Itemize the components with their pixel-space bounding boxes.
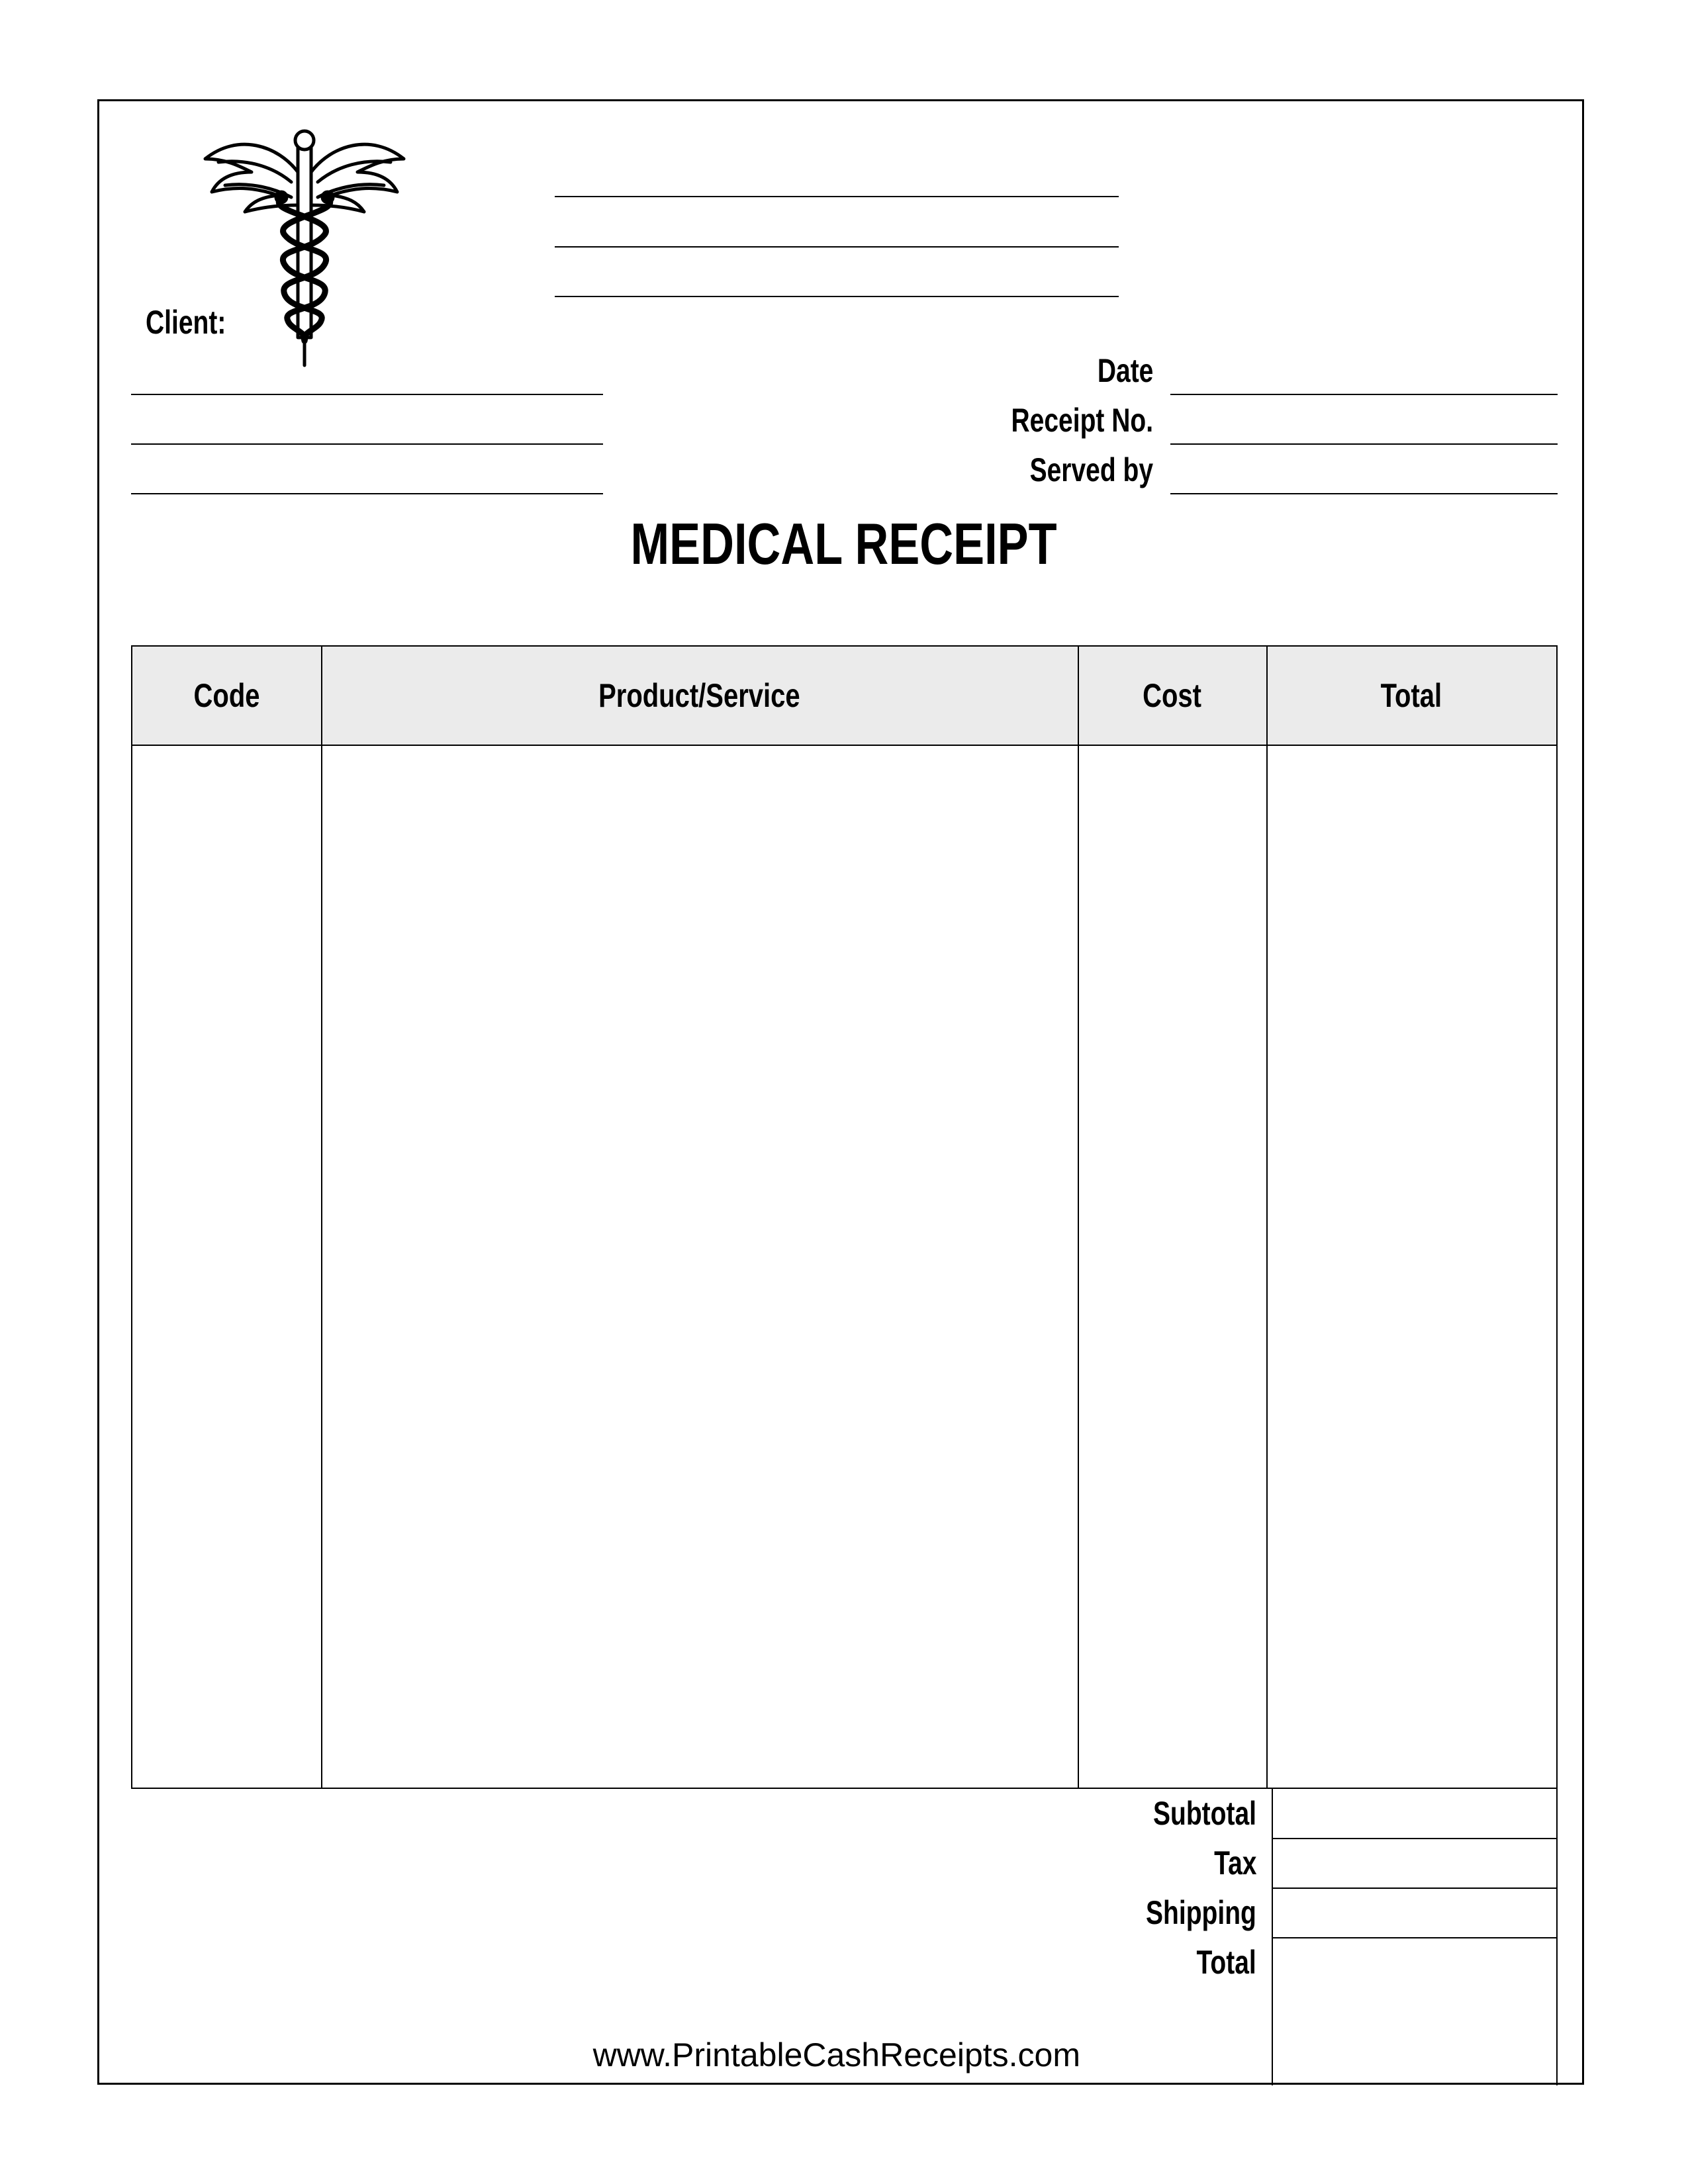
header-line-2[interactable] (555, 246, 1119, 248)
shipping-field[interactable] (1273, 1888, 1556, 1938)
served-by-field[interactable] (1170, 493, 1558, 494)
total-label: Total (1196, 1944, 1256, 1981)
date-field[interactable] (1170, 394, 1558, 395)
receipt-no-field[interactable] (1170, 443, 1558, 445)
totals-box (1272, 1789, 1558, 2085)
column-divider-1 (321, 647, 322, 1788)
subtotal-field[interactable] (1273, 1789, 1556, 1839)
line-items-table (131, 645, 1558, 1789)
page-title-text: MEDICAL RECEIPT (630, 511, 1058, 576)
header-line-3[interactable] (555, 296, 1119, 297)
client-line-1[interactable] (131, 394, 603, 395)
client-label: Client: (146, 304, 226, 341)
column-header-code-text: Code (193, 677, 260, 714)
column-header-cost-text: Cost (1143, 677, 1201, 714)
served-by-label: Served by (1029, 451, 1153, 488)
shipping-label: Shipping (1146, 1894, 1256, 1931)
caduceus-icon (199, 119, 410, 371)
total-field[interactable] (1273, 1937, 1556, 2084)
column-header-total-text: Total (1380, 677, 1442, 714)
footer-url: www.PrintableCashReceipts.com (592, 2036, 1080, 2073)
column-header-cost (1078, 647, 1266, 745)
column-header-total (1266, 647, 1556, 745)
column-header-product-service (321, 647, 1078, 745)
column-header-product-service-text: Product/Service (598, 677, 800, 714)
receipt-no-label: Receipt No. (1011, 402, 1153, 439)
tax-field[interactable] (1273, 1838, 1556, 1889)
column-header-code (132, 647, 321, 745)
column-divider-2 (1078, 647, 1079, 1788)
tax-label: Tax (1213, 1844, 1256, 1882)
date-label: Date (1097, 352, 1153, 389)
client-line-2[interactable] (131, 443, 603, 445)
column-divider-3 (1266, 647, 1268, 1788)
subtotal-label: Subtotal (1153, 1795, 1256, 1832)
header-line-1[interactable] (555, 196, 1119, 197)
client-line-3[interactable] (131, 493, 603, 494)
page-title (0, 511, 1688, 576)
